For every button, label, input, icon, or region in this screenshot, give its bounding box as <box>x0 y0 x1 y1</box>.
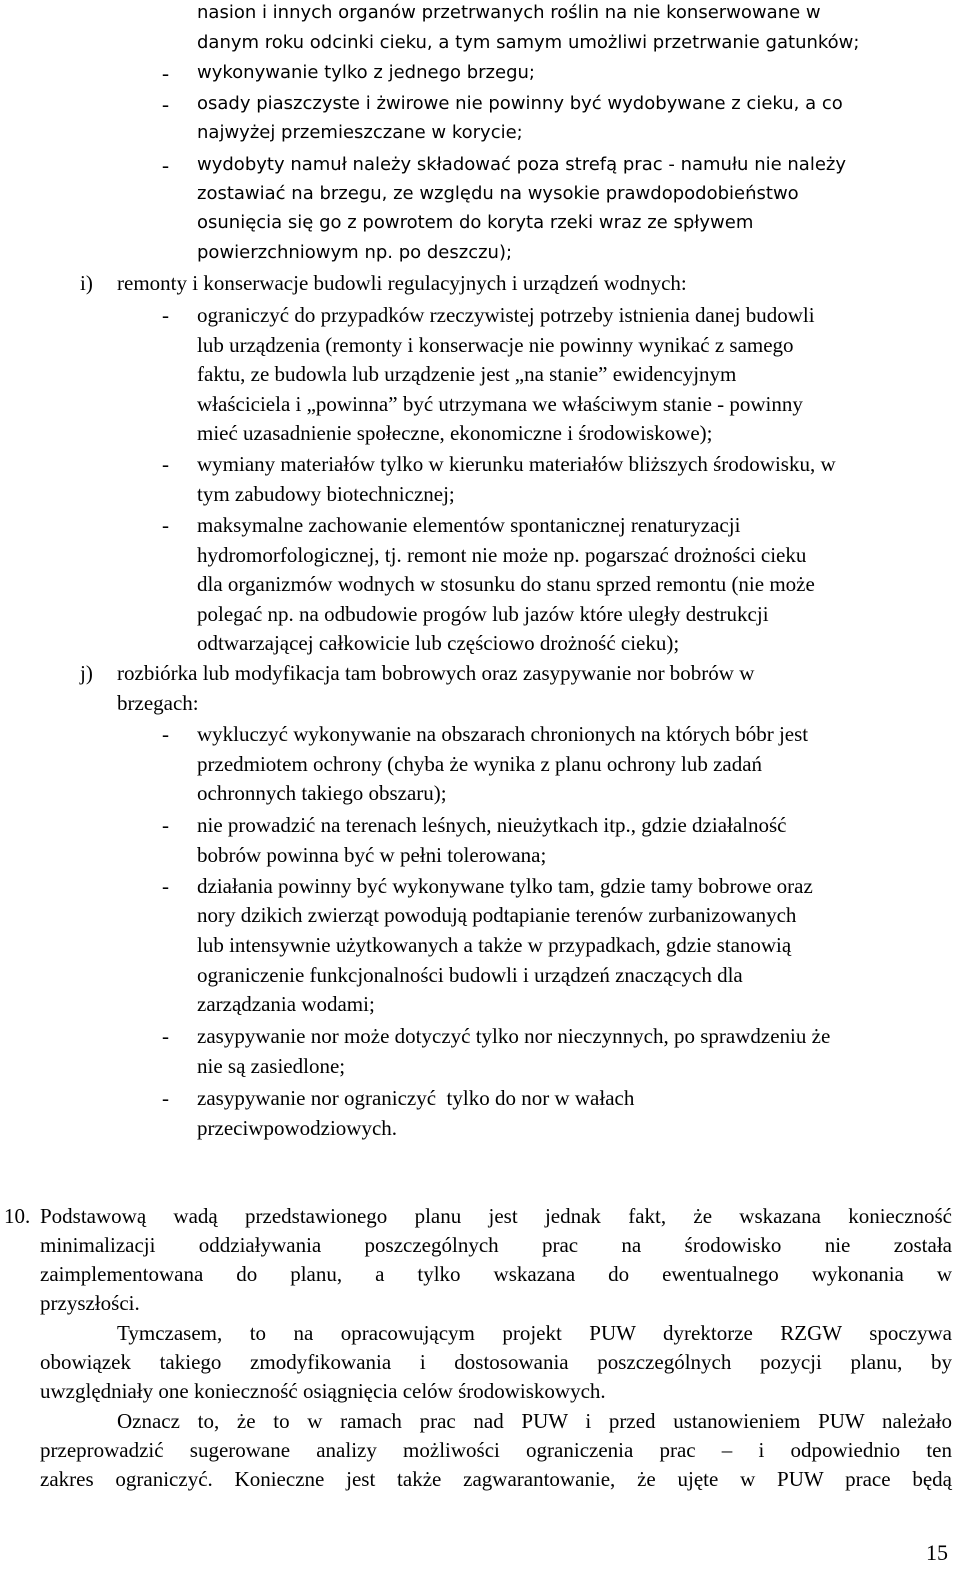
point-number: 10. <box>4 1204 31 1228</box>
paragraph-line: przeprowadzić sugerowane analizy możliwości ograniczenia prac – i odpowiednio ten <box>40 1438 952 1462</box>
bullet-line: ograniczyć do przypadków rzeczywistej potrzeby istnienia danej budowli <box>197 303 815 327</box>
bullet-dash: - <box>162 303 169 327</box>
bullet-line: lub intensywnie użytkowanych a także w przypadkach, gdzie stanowią <box>197 933 792 957</box>
bullet-line: hydromorfologicznej, tj. remont nie może np. pogarszać drożności cieku <box>197 543 807 567</box>
bullet-line: odtwarzającej całkowicie lub częściowo drożność cieku); <box>197 631 680 655</box>
bullet-line: właściciela i „powinna” być utrzymana we właściwym stanie - powinny <box>197 392 803 416</box>
bullet-line: przedmiotem ochrony (chyba że wynika z planu ochrony lub zadań <box>197 752 763 776</box>
section-i-marker: i) <box>80 271 93 295</box>
bullet-line: maksymalne zachowanie elementów spontanicznej renaturyzacji <box>197 513 741 537</box>
bullet-dash: - <box>162 1024 169 1048</box>
bullet-line: lub urządzenia (remonty i konserwacje nie powinny wynikać z samego <box>197 333 794 357</box>
bullet-dash: - <box>162 722 169 746</box>
bullet-line: ochronnych takiego obszaru); <box>197 781 447 805</box>
paragraph-line: obowiązek takiego zmodyfikowania i dostosowania poszczególnych pozycji planu, by <box>40 1350 952 1374</box>
bullet-continuation-line: nasion i innych organów przetrwanych roślin na nie konserwowane w <box>197 2 821 23</box>
bullet-line: polegać np. na odbudowie progów lub jazów które uległy destrukcji <box>197 602 769 626</box>
bullet-line: przeciwpowodziowych. <box>197 1116 398 1140</box>
bullet-line: powierzchniowym np. po deszczu); <box>197 242 513 263</box>
bullet-line: wykonywanie tylko z jednego brzegu; <box>197 62 535 83</box>
bullet-line: bobrów powinna być w pełni tolerowana; <box>197 843 547 867</box>
bullet-dash: - <box>162 153 169 177</box>
bullet-line: zasypywanie nor ograniczyć tylko do nor w wałach <box>197 1086 635 1110</box>
bullet-dash: - <box>162 1086 169 1110</box>
bullet-line: nie prowadzić na terenach leśnych, nieużytkach itp., gdzie działalność <box>197 813 787 837</box>
section-j-heading: rozbiórka lub modyfikacja tam bobrowych oraz zasypywanie nor bobrów w <box>117 661 755 685</box>
page-number: 15 <box>926 1540 948 1565</box>
bullet-line: działania powinny być wykonywane tylko tam, gdzie tamy bobrowe oraz <box>197 874 813 898</box>
section-i-heading: remonty i konserwacje budowli regulacyjnych i urządzeń wodnych: <box>117 271 687 295</box>
bullet-line: zostawiać na brzegu, ze względu na wysokie prawdopodobieństwo <box>197 183 799 204</box>
bullet-line: wykluczyć wykonywanie na obszarach chronionych na których bóbr jest <box>197 722 809 746</box>
bullet-dash: - <box>162 874 169 898</box>
bullet-line: najwyżej przemieszczane w korycie; <box>197 122 523 143</box>
bullet-line: osunięcia się go z powrotem do koryta rzeki wraz ze spływem <box>197 212 754 233</box>
paragraph-line: przyszłości. <box>40 1291 140 1315</box>
paragraph-line: Podstawową wadą przedstawionego planu jest jednak fakt, że wskazana konieczność <box>40 1204 952 1228</box>
paragraph-line: zaimplementowana do planu, a tylko wskazana do ewentualnego wykonania w <box>40 1262 952 1286</box>
section-j-marker: j) <box>80 661 93 685</box>
paragraph-line: Tymczasem, to na opracowującym projekt PUW dyrektorze RZGW spoczywa <box>117 1321 952 1345</box>
paragraph-line: uwzględniały one konieczność osiągnięcia celów środowiskowych. <box>40 1379 606 1403</box>
bullet-line: mieć uzasadnienie społeczne, ekonomiczne i środowiskowe); <box>197 421 713 445</box>
bullet-line: dla organizmów wodnych w stosunku do stanu sprzed remontu (nie może <box>197 572 815 596</box>
bullet-dash: - <box>162 61 169 85</box>
bullet-line: wydobyty namuł należy składować poza strefą prac - namułu nie należy <box>197 154 847 175</box>
bullet-dash: - <box>162 452 169 476</box>
bullet-dash: - <box>162 92 169 116</box>
paragraph-line: minimalizacji oddziaływania poszczególnych prac na środowisko nie została <box>40 1233 952 1257</box>
bullet-line: osady piaszczyste i żwirowe nie powinny być wydobywane z cieku, a co <box>197 93 843 114</box>
bullet-line: zarządzania wodami; <box>197 992 375 1016</box>
bullet-line: tym zabudowy biotechnicznej; <box>197 482 455 506</box>
bullet-line: nie są zasiedlone; <box>197 1054 346 1078</box>
bullet-dash: - <box>162 513 169 537</box>
bullet-line: wymiany materiałów tylko w kierunku materiałów bliższych środowisku, w <box>197 452 836 476</box>
bullet-line: zasypywanie nor może dotyczyć tylko nor nieczynnych, po sprawdzeniu że <box>197 1024 831 1048</box>
section-j-heading: brzegach: <box>117 691 199 715</box>
bullet-dash: - <box>162 813 169 837</box>
bullet-line: faktu, ze budowla lub urządzenie jest „na stanie” ewidencyjnym <box>197 362 737 386</box>
bullet-line: nory dzikich zwierząt powodują podtapianie terenów zurbanizowanych <box>197 903 797 927</box>
bullet-line: ograniczenie funkcjonalności budowli i urządzeń znaczących dla <box>197 963 743 987</box>
paragraph-line: Oznacz to, że to w ramach prac nad PUW i przed ustanowieniem PUW należało <box>117 1409 952 1433</box>
bullet-continuation-line: danym roku odcinki cieku, a tym samym umożliwi przetrwanie gatunków; <box>197 32 860 53</box>
paragraph-line: zakres ograniczyć. Konieczne jest także zagwarantowanie, że ujęte w PUW prace będą <box>40 1467 952 1491</box>
